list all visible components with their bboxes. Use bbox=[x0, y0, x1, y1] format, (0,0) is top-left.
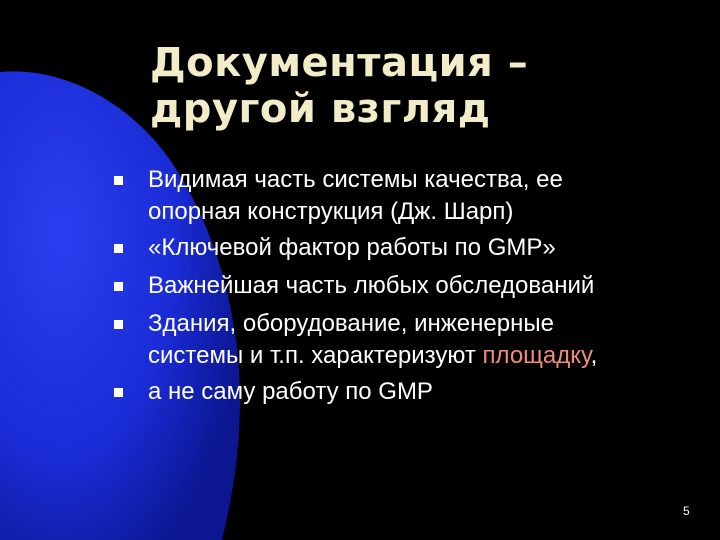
bullet-text: Видимая часть системы качества, ее bbox=[148, 166, 563, 193]
square-bullet-icon bbox=[114, 282, 123, 291]
bullet-text: «Ключевой фактор работы по GMP» bbox=[148, 234, 556, 261]
bullet-item bbox=[0, 308, 688, 372]
bullet-list bbox=[0, 164, 720, 412]
bullet-item bbox=[0, 232, 688, 264]
square-bullet-icon bbox=[114, 244, 123, 253]
bullet-text: , bbox=[590, 342, 598, 369]
square-bullet-icon bbox=[114, 176, 123, 185]
title-line-1: Документация – bbox=[150, 40, 529, 86]
bullet-text: а не саму работу по GMP bbox=[148, 378, 433, 405]
highlighted-word: площадку bbox=[482, 342, 591, 369]
bullet-item bbox=[0, 164, 688, 228]
bullet-text: Важнейшая часть любых обследований bbox=[148, 272, 595, 299]
page-number: 5 bbox=[683, 504, 690, 518]
bullet-text: системы и т.п. характеризуют bbox=[148, 342, 483, 369]
bullet-item bbox=[0, 270, 688, 302]
bullet-item bbox=[0, 376, 688, 408]
bullet-text: опорная конструкция (Дж. Шарп) bbox=[148, 198, 514, 225]
square-bullet-icon bbox=[114, 320, 123, 329]
square-bullet-icon bbox=[114, 388, 123, 397]
title-line-2: другой взгляд bbox=[150, 86, 491, 132]
slide-title bbox=[150, 40, 690, 132]
bullet-text: Здания, оборудование, инженерные bbox=[148, 310, 554, 337]
